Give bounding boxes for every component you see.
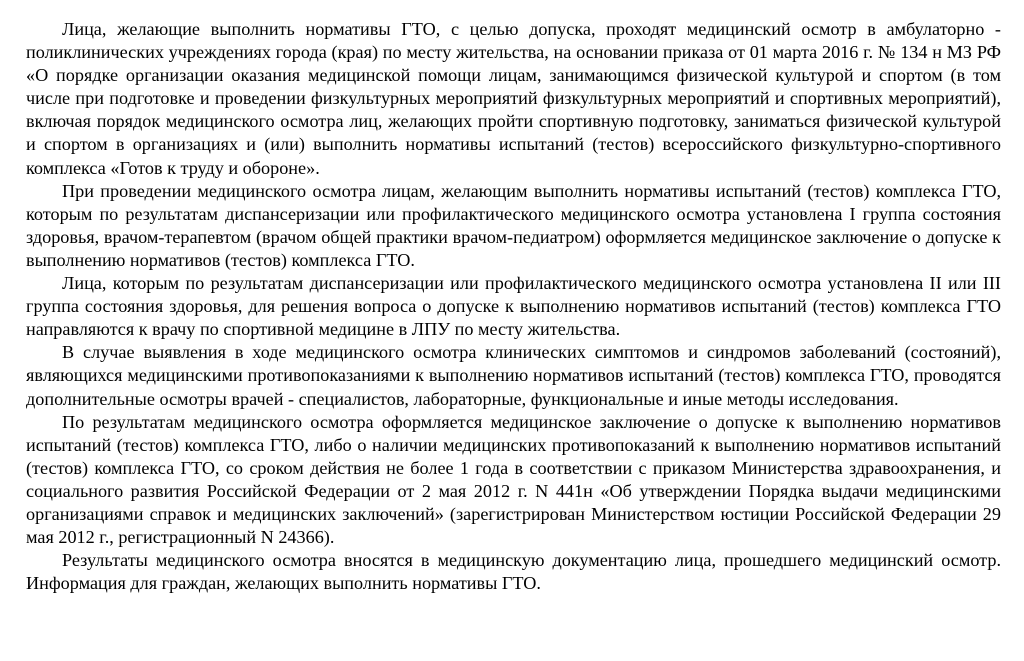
paragraph-group-two-three-referral: Лица, которым по результатам диспансеризации или профилактического медицинского осмотра установлена II или III группа состояния здоровья, для решения вопроса о допуске к выполнению нормативов испытаний (тестов) комплекса ГТО направляются к врачу по спортивной медицине в ЛПУ по месту жительства.: [26, 273, 1001, 340]
paragraph-group-one-admission: При проведении медицинского осмотра лицам, желающим выполнить нормативы испытаний (тестов) комплекса ГТО, которым по результатам диспансеризации или профилактического медицинского осмотра установлена I группа состояния здоровья, врачом-терапевтом (врачом общей практики врачом-педиатром) оформляется медицинское заключение о допуске к выполнению нормативов (тестов) комплекса ГТО.: [26, 180, 1001, 270]
paragraph-medical-conclusion: По результатам медицинского осмотра оформляется медицинское заключение о допуске к выполнению нормативов испытаний (тестов) комплекса ГТО, либо о наличии медицинских противопоказаний к выполнению нормативов испытаний (тестов) комплекса ГТО, со сроком действия не более 1 года в соответствии с приказом Министерства здравоохранения, и социального развития Российской Федерации от 2 мая 2012 г. N 441н «Об утверждении Порядка выдачи медицинскими организациями справок и медицинских заключений» (зарегистрирован Министерством юстиции Российской Федерации 29 мая 2012 г., регистрационный N 24366).: [26, 411, 1001, 548]
paragraph-additional-examinations: В случае выявления в ходе медицинского осмотра клинических симптомов и синдромов заболеваний (состояний), являющихся медицинскими противопоказаниями к выполнению нормативов испытаний (тестов) комплекса ГТО, проводятся дополнительные осмотры врачей - специалистов, лабораторные, функциональные и иные методы исследования.: [26, 342, 1001, 409]
paragraph-gto-medical-exam-requirement: Лица, желающие выполнить нормативы ГТО, с целью допуска, проходят медицинский осмотр в амбулаторно - поликлинических учреждениях города (края) по месту жительства, на основании приказа от 01 марта 2016 г. № 134 н МЗ РФ «О порядке организации оказания медицинской помощи лицам, занимающимся физической культурой и спортом (в том числе при подготовке и проведении физкультурных мероприятий физкультурных мероприятий и спортивных мероприятий), включая порядок медицинского осмотра лиц, желающих пройти спортивную подготовку, заниматься физической культурой и спортом в организациях и (или) выполнить нормативы испытаний (тестов) всероссийского физкультурно-спортивного комплекса «Готов к труду и обороне».: [26, 19, 1001, 178]
paragraph-medical-records: Результаты медицинского осмотра вносятся в медицинскую документацию лица, прошедшего медицинский осмотр. Информация для граждан, желающих выполнить нормативы ГТО.: [26, 550, 1001, 594]
document-body: [26, 18, 1001, 595]
